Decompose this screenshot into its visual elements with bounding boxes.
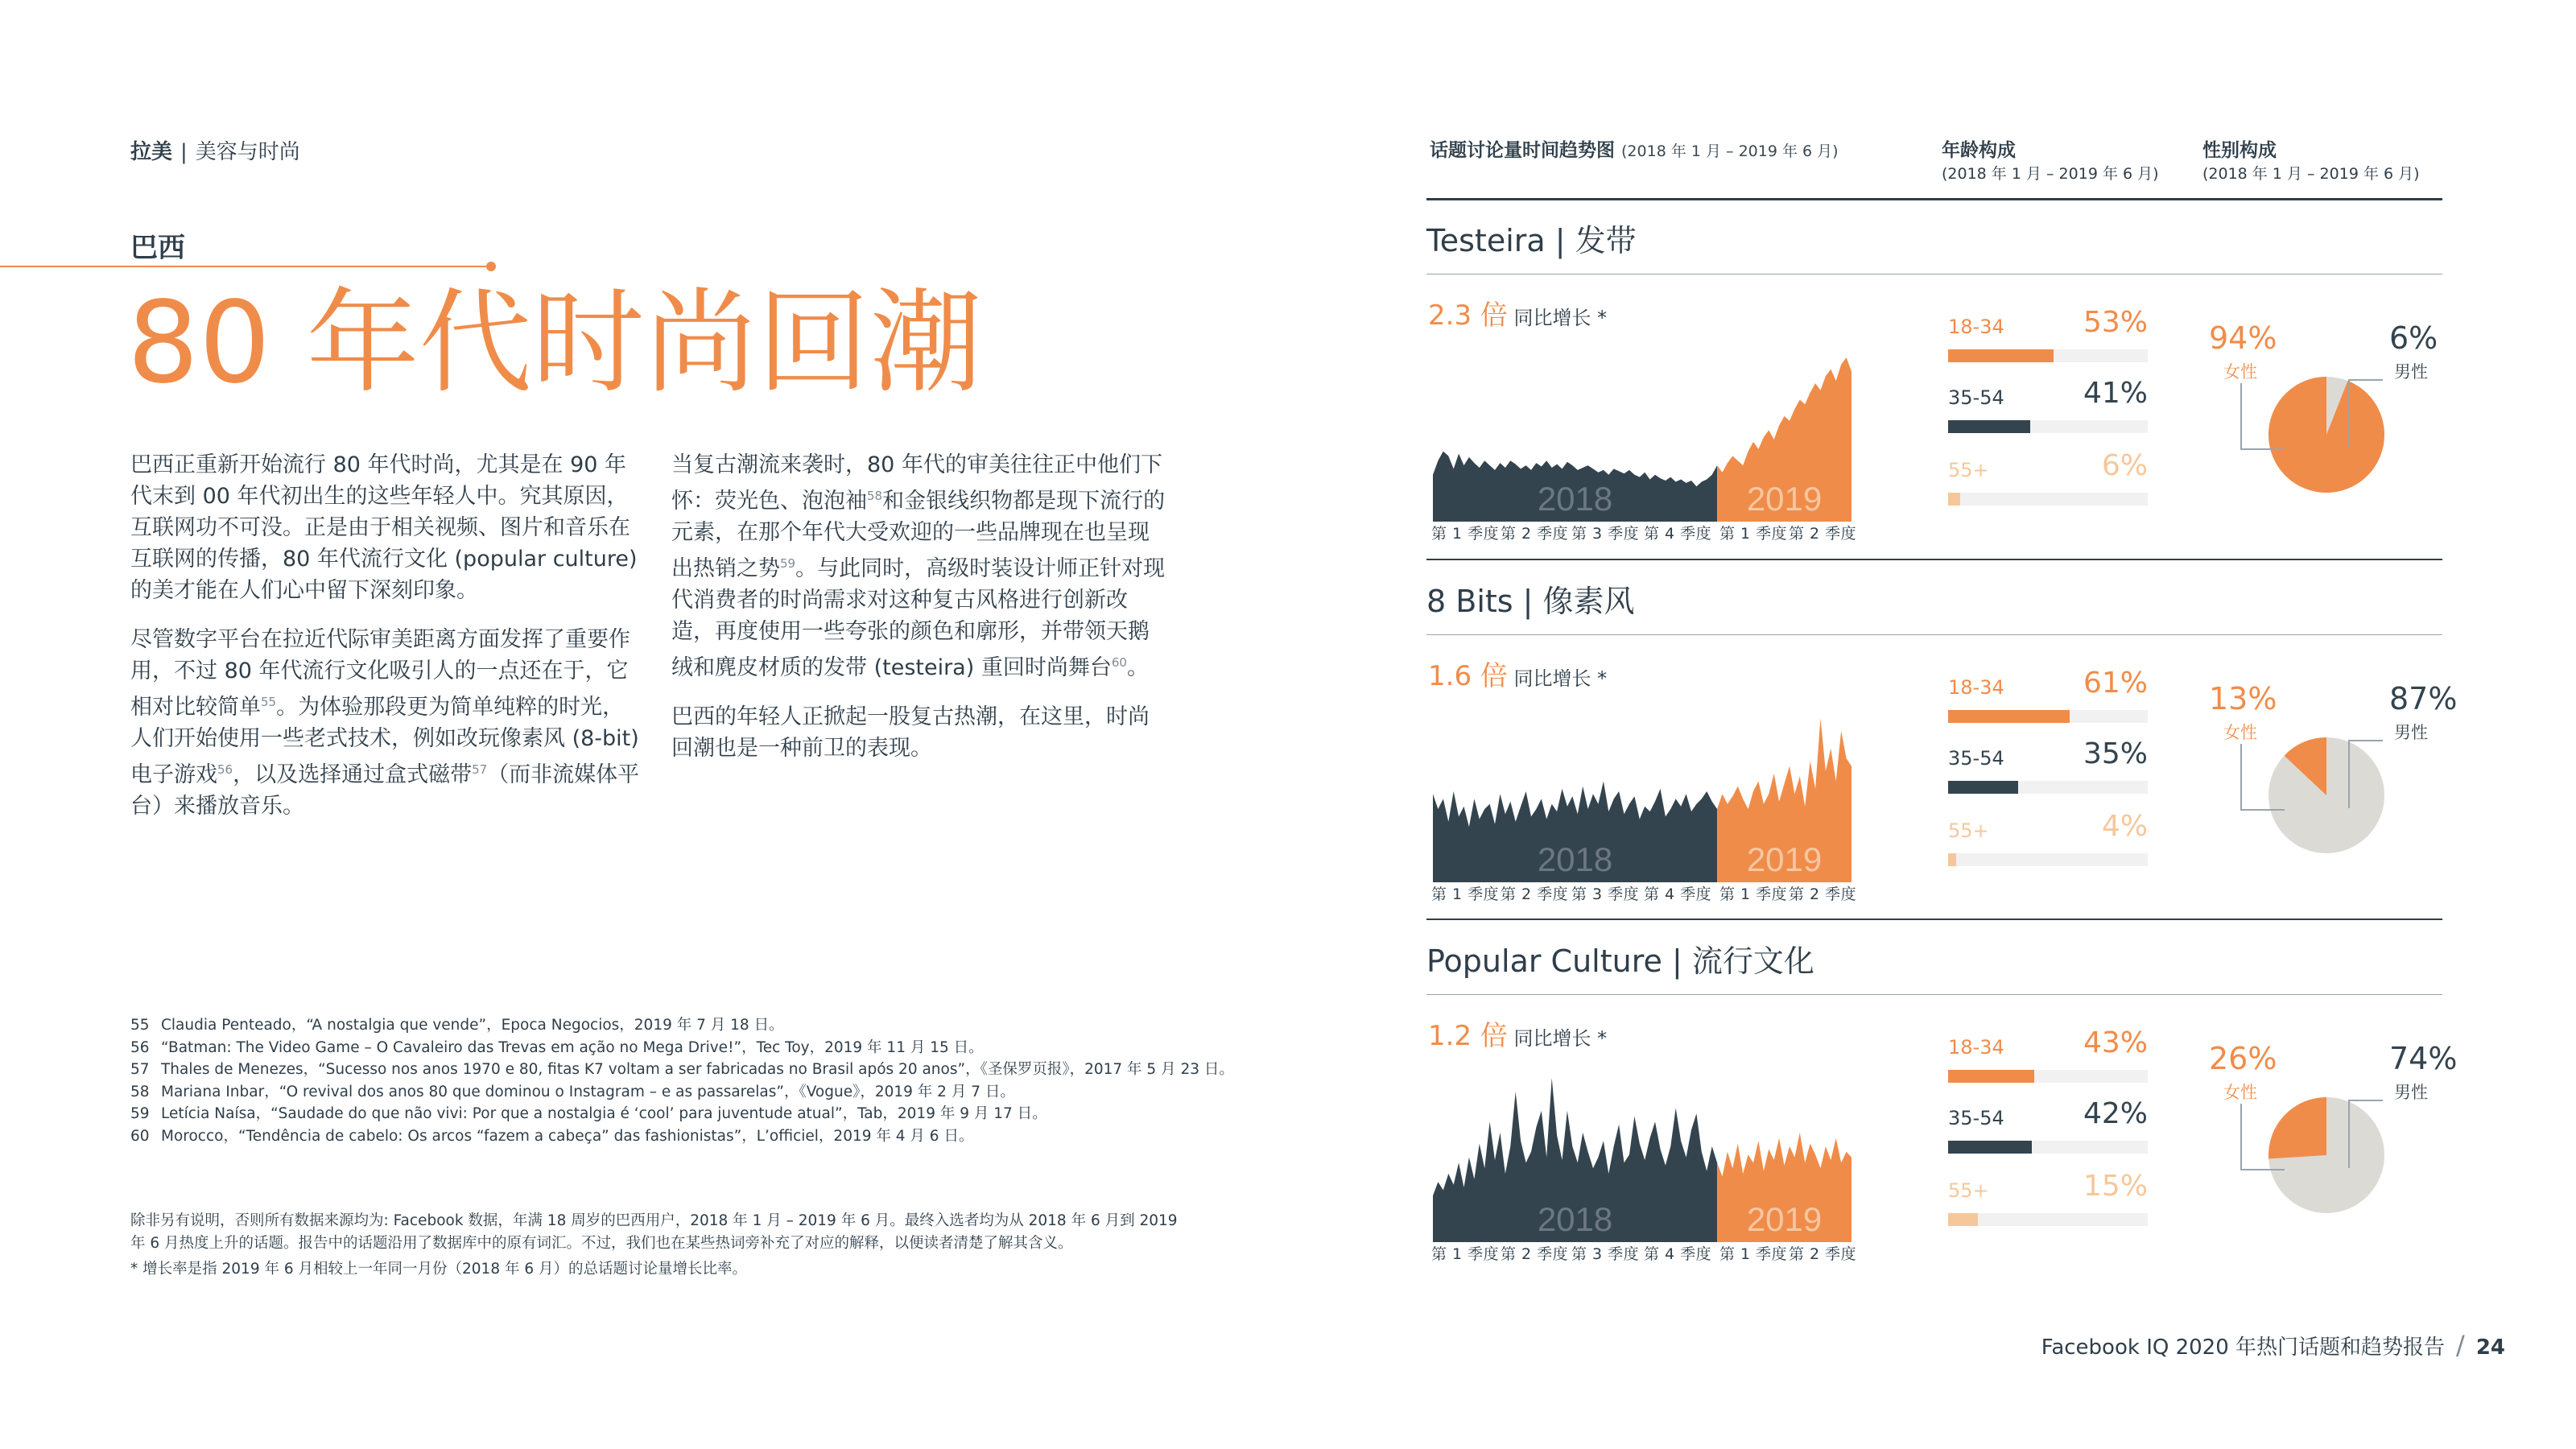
trend-area-chart	[1433, 1073, 1852, 1242]
source-note: 除非另有说明，否则所有数据来源均为: Facebook 数据，年满 18 周岁的巴西用户，2018 年 1 月 – 2019 年 6 月。最终入选者均为从 2018 年 6 月到 2019 年 6 月热度上升的话题。报告中的话题沿用了数据库中的原有词汇。不过，我们也在某些热词旁补充了对应的解释，以便读者清楚了解其含义。	[130, 1212, 1178, 1252]
growth-rate	[1428, 654, 1607, 693]
topic-underline	[1426, 994, 2442, 995]
footer-slash: /	[2456, 1330, 2465, 1360]
age-bar-track	[1948, 853, 2148, 866]
growth-note: * 增长率是指 2019 年 6 月相较上一年同一月份（2018 年 6 月）的总话题讨论量增长比率。	[130, 1261, 748, 1278]
age-percent: 53%	[2083, 306, 2148, 339]
age-percent: 61%	[2083, 667, 2148, 700]
year-label-2019: 2019	[1746, 1200, 1823, 1238]
growth-label: 同比增长 *	[1507, 307, 1608, 329]
x-tick-label: 第 2 季度	[1789, 525, 1857, 543]
trend-area-chart	[1433, 353, 1852, 522]
age-percent: 41%	[2083, 377, 2148, 410]
female-leader-line	[2241, 383, 2285, 449]
x-tick-label: 第 1 季度	[1719, 525, 1788, 543]
pie-leader-lines	[2222, 736, 2383, 897]
footnote: 55 Claudia Penteado，“A nostalgia que vende”，Epoca Negocios，2019 年 7 月 18 日。	[130, 1017, 784, 1034]
age-bar-track	[1948, 1070, 2148, 1083]
body-column-2	[671, 449, 1170, 782]
age-bar-fill	[1948, 853, 1956, 866]
paragraph: 巴西的年轻人正掀起一股复古热潮，在这里，时尚回潮也是一种前卫的表现。	[671, 704, 1150, 761]
female-percent: 26%	[2209, 1041, 2277, 1076]
age-percent: 4%	[2101, 810, 2148, 843]
age-group-label: 35-54	[1948, 386, 2004, 409]
country-title: 巴西	[130, 232, 185, 264]
age-group-label: 35-54	[1948, 747, 2004, 770]
report-title: Facebook IQ 2020 年热门话题和趋势报告	[2041, 1335, 2446, 1360]
year-label-2018: 2018	[1537, 1200, 1613, 1238]
footnote: 58 Mariana Inbar，“O revival dos anos 80 que dominou o Instagram – e as passarelas”，《Vogue》，2019 年 2 月 7 日。	[130, 1083, 1015, 1100]
paragraph: 巴西正重新开始流行 80 年代时尚，尤其是在 90 年代末到 00 年代初出生的这些年轻人中。究其原因，互联网功不可没。正是由于相关视频、图片和音乐在互联网的传播，80 年代流行文化 (popular culture) 的美才能在人们心中留下深刻印象。	[130, 452, 638, 603]
topic-title: Testeira | 发带	[1426, 223, 1637, 258]
age-bar-track	[1948, 1213, 2148, 1226]
accent-divider	[0, 266, 491, 267]
age-header: 年龄构成 (2018 年 1 月 – 2019 年 6 月)	[1942, 140, 2159, 183]
age-group-label: 18-34	[1948, 316, 2004, 338]
age-bar-fill	[1948, 781, 2018, 794]
age-group-label: 35-54	[1948, 1107, 2004, 1129]
age-bar-fill	[1948, 420, 2030, 433]
x-tick-label: 第 2 季度	[1501, 1245, 1569, 1263]
footnote: 60 Morocco，“Tendência de cabelo: Os arcos “fazem a cabeça” das fashionistas”，L’officiel，2019 年 4 月 6 日。	[130, 1127, 974, 1145]
age-bar-track	[1948, 710, 2148, 723]
breadcrumb	[130, 135, 300, 165]
age-group-label: 55+	[1948, 459, 1989, 481]
year-label-2018: 2018	[1537, 480, 1613, 518]
female-percent: 13%	[2209, 681, 2277, 716]
topic-title: 8 Bits | 像素风	[1426, 584, 1635, 619]
trend-area-chart	[1433, 713, 1852, 882]
topic-underline	[1426, 274, 2442, 275]
male-label: 男性	[2394, 362, 2428, 382]
male-leader-line	[2349, 1100, 2383, 1168]
age-bar-fill	[1948, 349, 2054, 362]
accent-dot	[486, 262, 496, 271]
region-label: 拉美	[130, 140, 173, 164]
pie-leader-lines	[2222, 1096, 2383, 1257]
male-percent: 87%	[2389, 681, 2458, 716]
trend-header: 话题讨论量时间趋势图 (2018 年 1 月 – 2019 年 6 月)	[1430, 140, 1839, 161]
paragraph: 尽管数字平台在拉近代际审美距离方面发挥了重要作用，不过 80 年代流行文化吸引人的一点还在于，它相对比较简单$^{55}$。为体验那段更为简单纯粹的时光，人们开始使用一些老式技术，例如改玩像素风 (8-bit) 电子游戏$^{56}$，以及选择通过盒式磁带$^{57}$（而非流媒体平台）来播放音乐。	[130, 627, 640, 819]
male-percent: 6%	[2389, 320, 2438, 356]
age-bar-track	[1948, 420, 2148, 433]
age-percent: 42%	[2083, 1097, 2148, 1130]
age-bar-track	[1948, 349, 2148, 362]
age-bar-fill	[1948, 493, 1960, 506]
x-tick-label: 第 3 季度	[1571, 886, 1640, 903]
age-group-label: 55+	[1948, 819, 1989, 842]
x-tick-label: 第 1 季度	[1431, 1245, 1500, 1263]
x-tick-label: 第 2 季度	[1789, 1245, 1857, 1263]
male-percent: 74%	[2389, 1041, 2458, 1076]
pie-leader-lines	[2222, 375, 2383, 536]
x-tick-label: 第 1 季度	[1719, 1245, 1788, 1263]
age-bar-track	[1948, 1141, 2148, 1154]
section-rule	[1426, 919, 2442, 920]
page-title: 80 年代时尚回潮	[127, 278, 983, 409]
page-footer	[2041, 1330, 2505, 1360]
growth-value: 1.6 倍	[1428, 660, 1508, 692]
x-tick-label: 第 4 季度	[1644, 886, 1712, 903]
growth-label: 同比增长 *	[1507, 1027, 1608, 1050]
breadcrumb-separator: |	[180, 140, 188, 164]
age-percent: 43%	[2083, 1026, 2148, 1059]
age-bar-fill	[1948, 1070, 2034, 1083]
footnote: 56 “Batman: The Video Game – O Cavaleiro das Trevas em ação no Mega Drive!”，Tec Toy，2019 年 11 月 15 日。	[130, 1038, 984, 1056]
growth-value: 1.2 倍	[1428, 1020, 1508, 1052]
x-tick-label: 第 4 季度	[1644, 525, 1712, 543]
gender-header: 性别构成 (2018 年 1 月 – 2019 年 6 月)	[2202, 140, 2420, 183]
age-percent: 15%	[2083, 1170, 2148, 1203]
male-leader-line	[2349, 741, 2383, 808]
x-tick-label: 第 3 季度	[1571, 1245, 1640, 1263]
footnote: 59 Letícia Naísa，“Saudade do que não vivi: Por que a nostalgia é ‘cool’ para juventude atual”，Tab，2019 年 9 月 17 日。	[130, 1105, 1047, 1123]
x-tick-label: 第 1 季度	[1719, 886, 1788, 903]
topic-title: Popular Culture | 流行文化	[1426, 943, 1814, 979]
x-tick-label: 第 3 季度	[1571, 525, 1640, 543]
source-notes	[130, 1210, 1193, 1284]
male-leader-line	[2349, 380, 2383, 448]
age-group-label: 55+	[1948, 1179, 1989, 1202]
growth-rate	[1428, 293, 1607, 332]
male-label: 男性	[2394, 723, 2428, 742]
growth-value: 2.3 倍	[1428, 299, 1508, 332]
age-group-label: 18-34	[1948, 676, 2004, 699]
paragraph: 当复古潮流来袭时，80 年代的审美往往正中他们下怀：荧光色、泡泡袖$^{58}$和金银线织物都是现下流行的元素，在那个年代大受欢迎的一些品牌现在也呈现出热销之势$^{59}$。与此同时，高级时装设计师正针对现代消费者的时尚需求对这种复古风格进行创新改造，再度使用一些夸张的颜色和廓形，并带领天鹅绒和麂皮材质的发带 (testeira) 重回时尚舞台$^{60}$。	[671, 452, 1166, 680]
female-label: 女性	[2223, 1083, 2257, 1102]
age-bar-track	[1948, 781, 2148, 794]
section-rule	[1426, 559, 2442, 560]
section-label: 美容与时尚	[195, 140, 300, 164]
female-label: 女性	[2223, 723, 2257, 742]
female-label: 女性	[2223, 362, 2257, 382]
topic-underline	[1426, 634, 2442, 635]
age-percent: 35%	[2083, 737, 2148, 770]
body-column-1	[130, 449, 646, 840]
footnote: 57 Thales de Menezes，“Sucesso nos anos 1970 e 80, fitas K7 voltam a ser fabricadas no Brasil após 20 anos”，《圣保罗页报》，2017 年 5 月 23 日。	[130, 1061, 1234, 1079]
footnotes	[130, 1014, 1234, 1148]
x-tick-label: 第 2 季度	[1501, 886, 1569, 903]
page-number: 24	[2475, 1335, 2505, 1360]
year-label-2019: 2019	[1746, 840, 1823, 878]
x-tick-label: 第 1 季度	[1431, 525, 1500, 543]
year-label-2018: 2018	[1537, 840, 1613, 878]
age-bar-fill	[1948, 1141, 2032, 1154]
female-leader-line	[2241, 1104, 2285, 1170]
x-tick-label: 第 1 季度	[1431, 886, 1500, 903]
header-rule	[1426, 198, 2442, 200]
age-group-label: 18-34	[1948, 1036, 2004, 1059]
x-tick-label: 第 4 季度	[1644, 1245, 1712, 1263]
age-percent: 6%	[2101, 449, 2148, 482]
growth-rate	[1428, 1013, 1607, 1053]
growth-label: 同比增长 *	[1507, 667, 1608, 690]
age-bar-track	[1948, 493, 2148, 506]
year-label-2019: 2019	[1746, 480, 1823, 518]
female-percent: 94%	[2209, 320, 2277, 356]
male-label: 男性	[2394, 1083, 2428, 1102]
age-bar-fill	[1948, 1213, 1978, 1226]
x-tick-label: 第 2 季度	[1789, 886, 1857, 903]
age-bar-fill	[1948, 710, 2070, 723]
female-leader-line	[2241, 744, 2285, 810]
x-tick-label: 第 2 季度	[1501, 525, 1569, 543]
